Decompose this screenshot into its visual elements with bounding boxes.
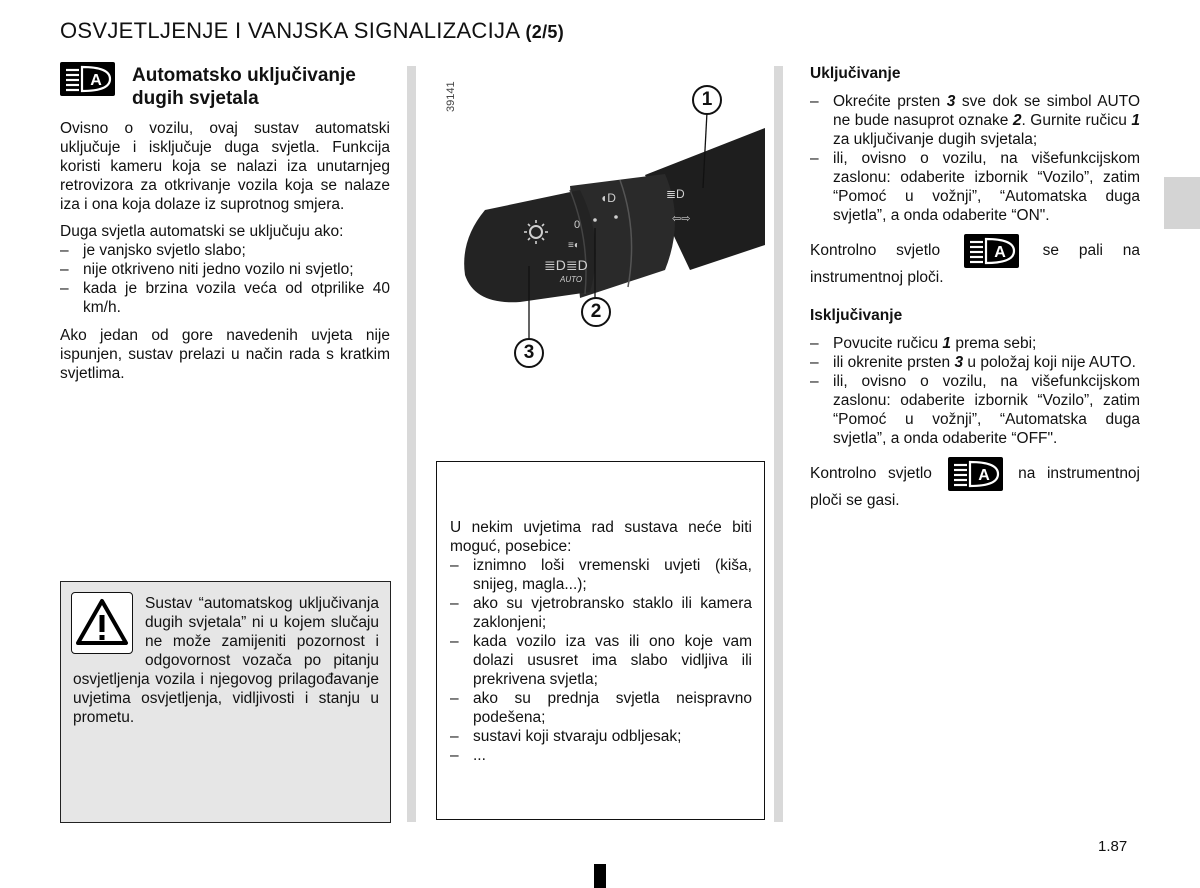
list-item: – ako su vjetrobransko staklo ili kamera zaklonjeni; xyxy=(450,594,752,632)
section-heading-line1: Automatsko uključivanje xyxy=(132,65,356,86)
list-item: – kada vozilo iza vas ili ono koje vam dolazi ususret ima slabo vidljiva ili prekrivena svjetla; xyxy=(450,632,752,689)
svg-text:A: A xyxy=(994,244,1006,261)
conditions-list xyxy=(60,241,390,317)
left-column-text xyxy=(60,119,390,383)
list-item: – iznimno loši vremenski uvjeti (kiša, snijeg, magla...); xyxy=(450,556,752,594)
right-column-text xyxy=(810,64,1140,510)
section-heading xyxy=(132,64,397,110)
page-title xyxy=(60,18,564,44)
column-separator-left xyxy=(407,66,416,822)
list-item: – sustavi koji stvaraju odbljesak; xyxy=(450,727,752,746)
on-lamp-text: Kontrolno svjetlo A se pali na instrumentnoj ploči. xyxy=(810,234,1140,287)
intro-paragraph: Ovisno o vozilu, ovaj sustav automatski uključuje i isključuje duga svjetla. Funkcija koristi kameru koja se nalazi iza unutarnjeg retrovizora za otkrivanje vozila koja se nalaze iza i ona koja dolaze iz suprotnog smjera. xyxy=(60,120,390,213)
page-edge-marker xyxy=(594,864,606,888)
section-heading-line2: dugih svjetala xyxy=(132,88,259,109)
ring-zero-label: 0 xyxy=(574,219,581,231)
off-heading: Isključivanje xyxy=(810,307,903,324)
lever-illustration xyxy=(440,70,770,430)
note-intro: U nekim uvjetima rad sustava neće biti moguć, posebice: xyxy=(450,519,752,555)
svg-text:A: A xyxy=(977,467,990,484)
warning-text: Sustav “automatskog uključivanja dugih svjetala” ni u kojem slučaju ne može zamijeniti pozornost i odgovornost vozača po pitanju osvjetljenja vozila i njegovog prilagođavanje uvjetima osvjetljenja, vidljivosti i stanju u prometu. xyxy=(73,595,379,726)
page-part: (2/5) xyxy=(525,22,565,42)
svg-text:≣D≣D: ≣D≣D xyxy=(544,257,588,273)
svg-text:A: A xyxy=(90,72,102,89)
svg-text:◖D: ◖D xyxy=(600,191,616,205)
warning-text-wrap xyxy=(73,594,379,727)
off-lamp-text: Kontrolno svjetlo A na instrumentnoj ploči se gasi. xyxy=(810,457,1140,510)
note-text xyxy=(450,518,752,765)
conditions-intro: Duga svjetla automatski se uključuju ako: xyxy=(60,223,344,240)
fallback-paragraph: Ako jedan od gore navedenih uvjeta nije ispunjen, sustav prelazi u način rada s kratkim svjetlima. xyxy=(60,327,390,382)
list-item: – ako su prednja svjetla neispravno podešena; xyxy=(450,689,752,727)
auto-high-beam-icon xyxy=(948,457,1003,491)
auto-high-beam-icon xyxy=(964,234,1019,268)
note-list xyxy=(450,556,752,765)
list-item: – ili, ovisno o vozilu, na višefunkcijskom zaslonu: odaberite izbornik “Vozilo”, zatim “Pomoć u vožnji”, “Automatska duga svjetla”, a onda odaberite “OFF". xyxy=(810,372,1140,448)
page-number: 1.87 xyxy=(1098,838,1128,855)
page-title-text: OSVJETLJENJE I VANJSKA SIGNALIZACIJA xyxy=(60,18,520,43)
callout-2: 2 xyxy=(581,297,611,327)
figure-ref: 39141 xyxy=(445,81,457,112)
list-item: – ... xyxy=(450,746,752,765)
on-heading: Uključivanje xyxy=(810,65,901,82)
svg-text:⇦⇨: ⇦⇨ xyxy=(672,213,691,225)
ring-auto-label: AUTO xyxy=(560,275,583,284)
list-item: – Okrećite prsten 3 sve dok se simbol AUTO ne bude nasuprot oznake 2. Gurnite ručicu 1 za uključivanje dugih svjetala; xyxy=(810,92,1140,149)
list-item: – Povucite ručicu 1 prema sebi; xyxy=(810,334,1140,353)
svg-text:≣D: ≣D xyxy=(666,187,685,201)
auto-high-beam-icon xyxy=(60,62,115,96)
svg-text:≡◐: ≡◐ xyxy=(568,240,580,251)
list-item: – kada je brzina vozila veća od otprilike 40 km/h. xyxy=(60,279,390,317)
chapter-tab-marker xyxy=(1164,177,1200,229)
list-item: – ili, ovisno o vozilu, na višefunkcijskom zaslonu: odaberite izbornik “Vozilo”, zatim “Pomoć u vožnji”, “Automatska duga svjetla”, a onda odaberite “ON". xyxy=(810,149,1140,225)
callout-1: 1 xyxy=(692,85,722,115)
column-separator-right xyxy=(774,66,783,822)
list-item: – je vanjsko svjetlo slabo; xyxy=(60,241,390,260)
note-box xyxy=(436,461,765,820)
off-list xyxy=(810,334,1140,448)
on-list xyxy=(810,92,1140,225)
callout-3: 3 xyxy=(514,338,544,368)
list-item: – nije otkriveno niti jedno vozilo ni svjetlo; xyxy=(60,260,390,279)
list-item: – ili okrenite prsten 3 u položaj koji nije AUTO. xyxy=(810,353,1140,372)
warning-box xyxy=(60,581,391,823)
